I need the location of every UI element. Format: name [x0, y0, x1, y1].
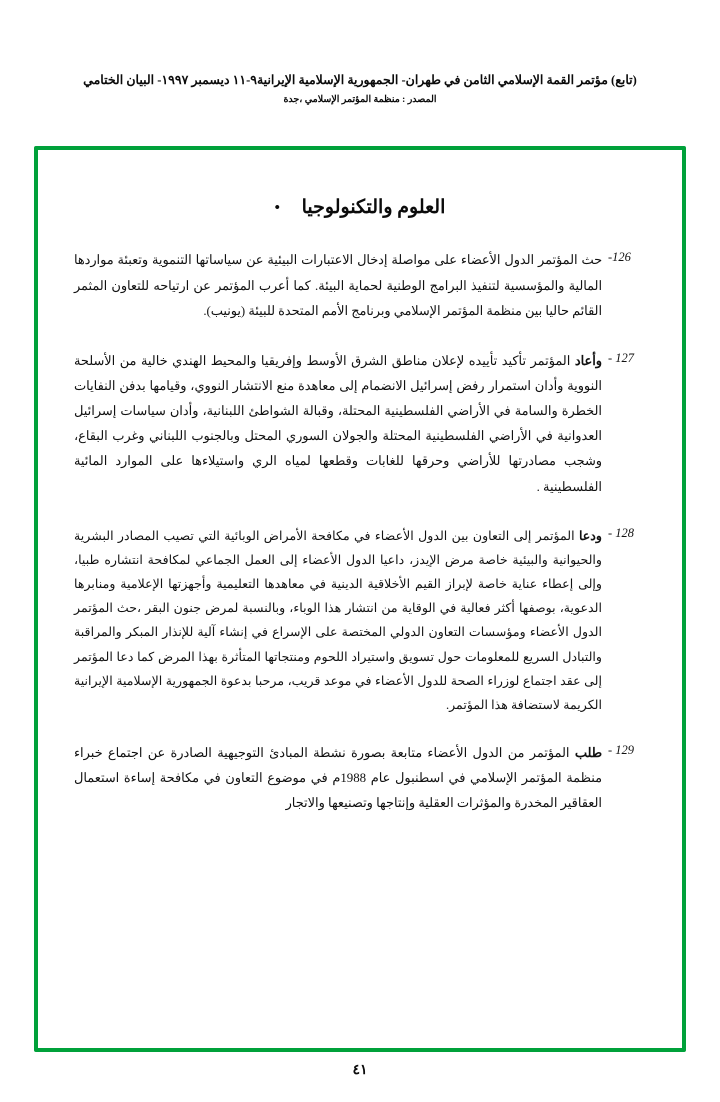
header-source: المصدر : منظمة المؤتمر الإسلامي ،جدة [283, 95, 437, 105]
paragraph-number: - 128 [608, 525, 635, 540]
paragraph-body: حث المؤتمر الدول الأعضاء على مواصلة إدخال الاعتبارات البيئية عن سياساتها التنموية وتعبئة مواردها المالية والمؤسسية لتنفيذ البرامج الوطنية لحماية البيئة. كما أعرب المؤتمر عن ارتياحه للتعاون المثمر القائم حاليا بين منظمة المؤتمر الإسلامي وبرنامج الأمم المتحدة للبيئة (يونيب). [74, 253, 602, 319]
paragraph-text [66, 248, 608, 325]
header-title: (تابع) مؤتمر القمة الإسلامي الثامن في طهران- الجمهورية الإسلامية الإيرانية٩-١١ ديسمبر ١٩٩٧- البيان الختامي [83, 73, 637, 87]
paragraph-lead: ودعا [578, 528, 602, 543]
paragraph-128 [66, 524, 654, 717]
paragraph-body: المؤتمر تأكيد تأييده لإعلان مناطق الشرق الأوسط وإفريقيا والمحيط الهندي خالية من الأسلحة النووية وأدان استمرار رفض إسرائيل الانضمام إلى معاهدة منع الانتشار النووي، وقيامها بدفن النفايات الخطرة والسامة في الأراضي الفلسطينية المحتلة، وقبالة الشواطئ اللبنانية، وأدان سياسات إسرائيل العدوانية في الأراضي الفلسطينية المحتلة والجولان السوري المحتل وبالجنوب اللبناني وغرب البقاع، وشجب مصادرتها للأراضي وحرقها للغابات وقطعها لمياه الري واستيلاءها على الموارد المائية الفلسطينية . [74, 353, 602, 494]
paragraph-text [66, 349, 608, 500]
paragraph-lead: طلب [574, 746, 602, 761]
paragraph-126 [66, 248, 654, 325]
bullet-icon: • [274, 200, 281, 217]
paragraph-129 [66, 741, 654, 816]
section-heading-text: العلوم والتكنولوجيا [301, 197, 446, 218]
page-header [0, 72, 720, 105]
section-heading [158, 196, 562, 219]
content-frame [34, 146, 686, 1052]
page-number: ٤١ [352, 1063, 368, 1078]
paragraph-body: المؤتمر من الدول الأعضاء متابعة بصورة نشطة المبادئ التوجيهية الصادرة عن اجتماع خبراء منظمة المؤتمر الإسلامي في اسطنبول عام 1988م في موضوع التعاون في مكافحة إساءة استعمال العقاقير المخدرة والمؤثرات العقلية وإنتاجها وتصنيعها والاتجار [74, 746, 602, 811]
document-body [66, 248, 654, 841]
paragraph-text [66, 524, 608, 717]
paragraph-number: - 127 [608, 350, 635, 365]
paragraph-body: المؤتمر إلى التعاون بين الدول الأعضاء في مكافحة الأمراض الوبائية التي تصيب المصادر البشرية والحيوانية والبيئية خاصة مرض الإيدز، داعيا الدول الأعضاء إلى العمل الجماعي لمكافحة انتشاره طبيا، وإلى إعطاء عناية خاصة لإبراز القيم الأخلاقية الدينية في معاهدها التعليمية وأجهزتها الإعلامية ومنابرها الدعوية، بوصفها أكثر فعالية في الوقاية من انتشار هذا الوباء، وبالنسبة لمرض جنون البقر ،حث المؤتمر الدول الأعضاء ومؤسسات التعاون الدولي المختصة على الإسراع في إنشاء آلية للإنذار المبكر والمراقبة والتبادل السريع للمعلومات حول تسويق واستيراد اللحوم ومنتجاتها المتأثرة بهذا المرض كما دعا المؤتمر إلى عقد اجتماع لوزراء الصحة للدول الأعضاء في موعد قريب، مرحبا بدعوة الجمهورية الإسلامية الإيرانية الكريمة لاستضافة هذا المؤتمر. [74, 528, 602, 712]
paragraph-number: -126 [608, 250, 631, 264]
paragraph-127 [66, 349, 654, 500]
paragraph-text [66, 741, 608, 816]
paragraph-lead: وأعاد [574, 353, 602, 368]
paragraph-number: - 129 [608, 743, 635, 758]
